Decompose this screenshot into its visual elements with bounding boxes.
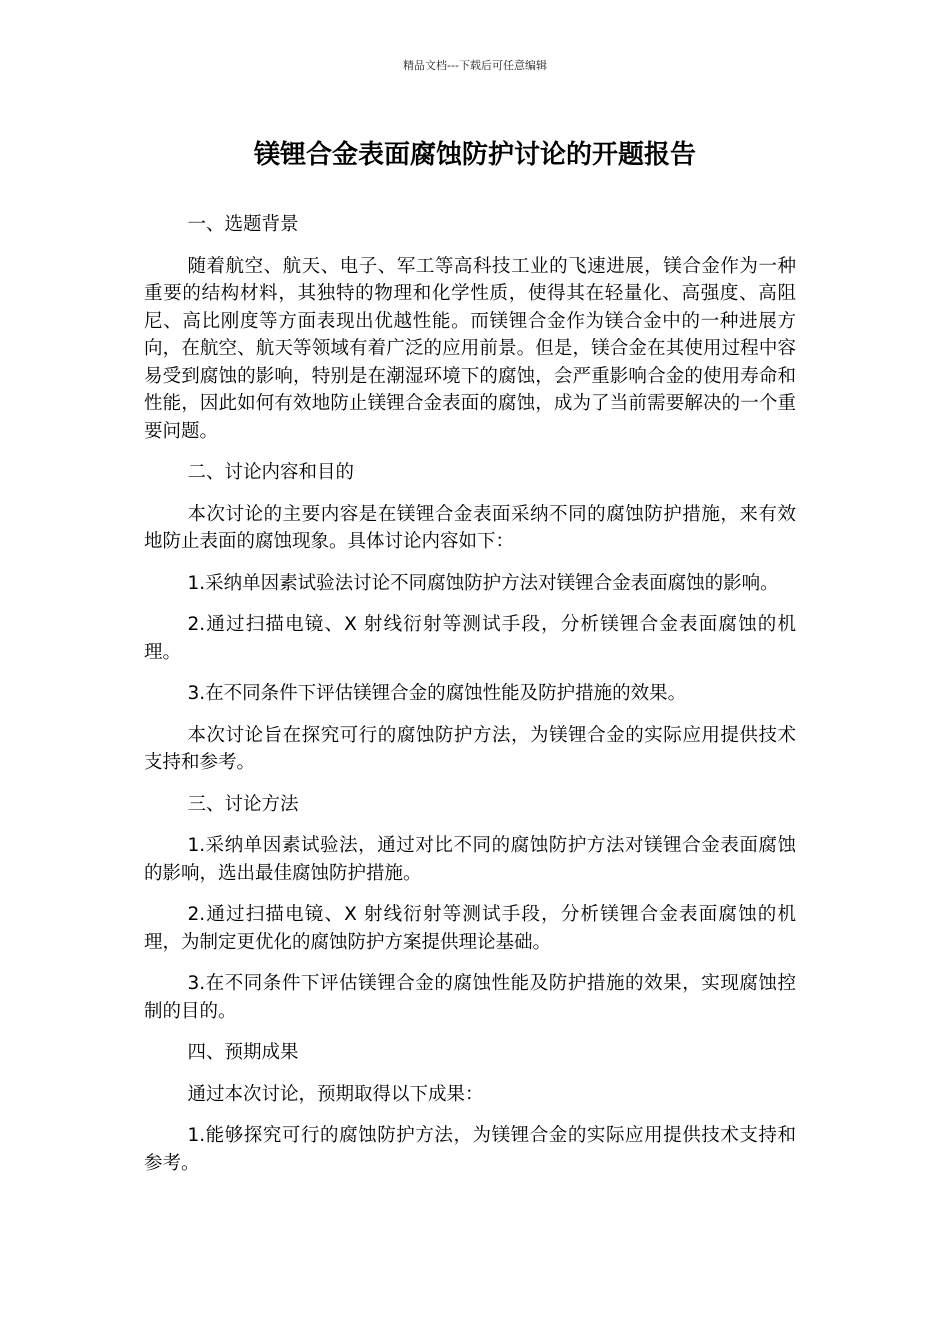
- page-header: 精品文档---下载后可任意编辑: [403, 59, 547, 72]
- paragraph-purpose: 本次讨论旨在探究可行的腐蚀防护方法，为镁锂合金的实际应用提供技术支持和参考。: [144, 724, 796, 773]
- list-item-method-3: 3.在不同条件下评估镁锂合金的腐蚀性能及防护措施的效果，实现腐蚀控制的目的。: [144, 973, 796, 1022]
- list-item-content-1: 1.采纳单因素试验法讨论不同腐蚀防护方法对镁锂合金表面腐蚀的影响。: [187, 572, 779, 594]
- list-item-method-2: 2.通过扫描电镜、X 射线衍射等测试手段，分析镁锂合金表面腐蚀的机理，为制定更优化的腐蚀防护方案提供理论基础。: [144, 904, 796, 953]
- paragraph-background: 随着航空、航天、电子、军工等高科技工业的飞速进展，镁合金作为一种重要的结构材料，其独特的物理和化学性质，使得其在轻量化、高强度、高阻尼、高比刚度等方面表现出优越性能。而镁锂合金作为镁合金中的一种进展方向，在航空、航天等领域有着广泛的应用前景。但是，镁合金在其使用过程中容易受到腐蚀的影响，特别是在潮湿环境下的腐蚀，会严重影响合金的使用寿命和性能，因此如何有效地防止镁锂合金表面的腐蚀，成为了当前需要解决的一个重要问题。: [144, 255, 796, 442]
- section-heading-expected-results: 四、预期成果: [187, 1042, 299, 1063]
- section-heading-content-purpose: 二、讨论内容和目的: [187, 462, 354, 483]
- document-body: [144, 211, 796, 1191]
- paragraph-expected-intro: 通过本次讨论，预期取得以下成果：: [187, 1083, 484, 1105]
- section-heading-methods: 三、讨论方法: [187, 793, 299, 815]
- list-item-method-1: 1.采纳单因素试验法，通过对比不同的腐蚀防护方法对镁锂合金表面腐蚀的影响，选出最佳腐蚀防护措施。: [144, 835, 796, 884]
- list-item-result-1: 1.能够探究可行的腐蚀防护方法，为镁锂合金的实际应用提供技术支持和参考。: [144, 1125, 796, 1174]
- section-heading-background: 一、选题背景: [187, 214, 299, 235]
- paragraph-content-intro: 本次讨论的主要内容是在镁锂合金表面采纳不同的腐蚀防护措施，来有效地防止表面的腐蚀现象。具体讨论内容如下：: [144, 503, 796, 552]
- document-title: 镁锂合金表面腐蚀防护讨论的开题报告: [253, 140, 696, 170]
- list-item-content-2: 2.通过扫描电镜、X 射线衍射等测试手段，分析镁锂合金表面腐蚀的机理。: [144, 614, 796, 663]
- list-item-content-3: 3.在不同条件下评估镁锂合金的腐蚀性能及防护措施的效果。: [187, 683, 687, 704]
